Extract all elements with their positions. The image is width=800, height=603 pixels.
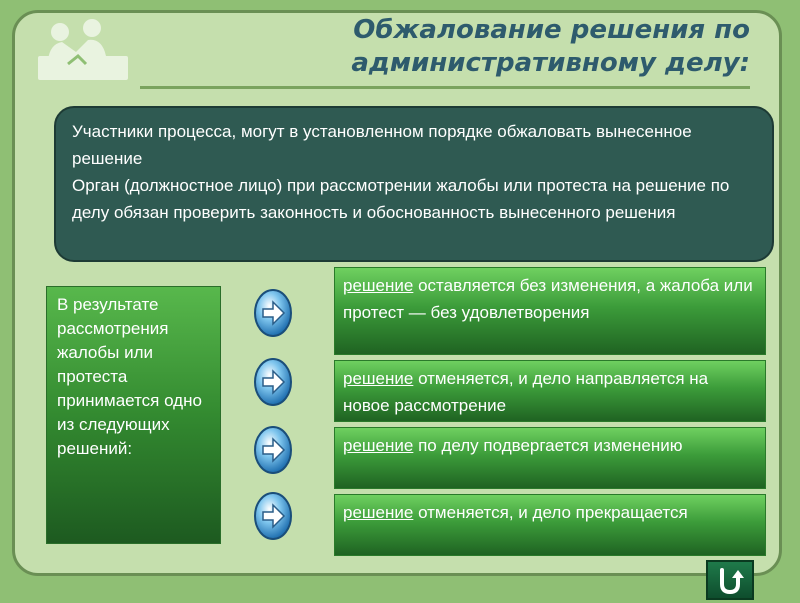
option-modified [334,427,766,489]
arrow-right-icon[interactable] [253,357,293,407]
info-text-2: Орган (должностное лицо) при рассмотрении жалобы или протеста на решение по делу обязан проверить законность и обоснованность вынесенного решения [72,176,730,222]
option-keyword[interactable]: решение [343,276,414,295]
arrow-right-icon[interactable] [253,491,293,541]
title-line-2: административному делу: [351,48,750,78]
option-text: отменяется, и дело прекращается [413,503,688,522]
option-text: отменяется, и дело направляется на новое рассмотрение [343,369,709,415]
option-new-review [334,360,766,422]
back-button[interactable] [706,560,754,600]
title-line-1: Обжалование решения по [353,15,750,45]
result-description-text: В результате рассмотрения жалобы или протеста принимается одно из следующих решений: [57,295,202,458]
option-text: по делу подвергается изменению [413,436,683,455]
option-keyword[interactable]: решение [343,503,414,522]
title-divider [140,86,750,89]
option-keyword[interactable]: решение [343,369,414,388]
arrow-right-icon[interactable] [253,425,293,475]
return-arrow-icon [708,562,752,598]
arrow-right-icon[interactable] [253,288,293,338]
result-description-box [46,286,221,544]
option-keyword[interactable]: решение [343,436,414,455]
option-text: оставляется без изменения, а жалоба или протест — без удовлетворения [343,276,753,322]
option-unchanged [334,267,766,355]
option-terminated [334,494,766,556]
page-title [170,14,750,80]
handshake-logo-icon [32,16,132,82]
info-box [54,106,774,262]
info-text-1: Участники процесса, могут в установленном порядке обжаловать вынесенное решение [72,122,692,168]
